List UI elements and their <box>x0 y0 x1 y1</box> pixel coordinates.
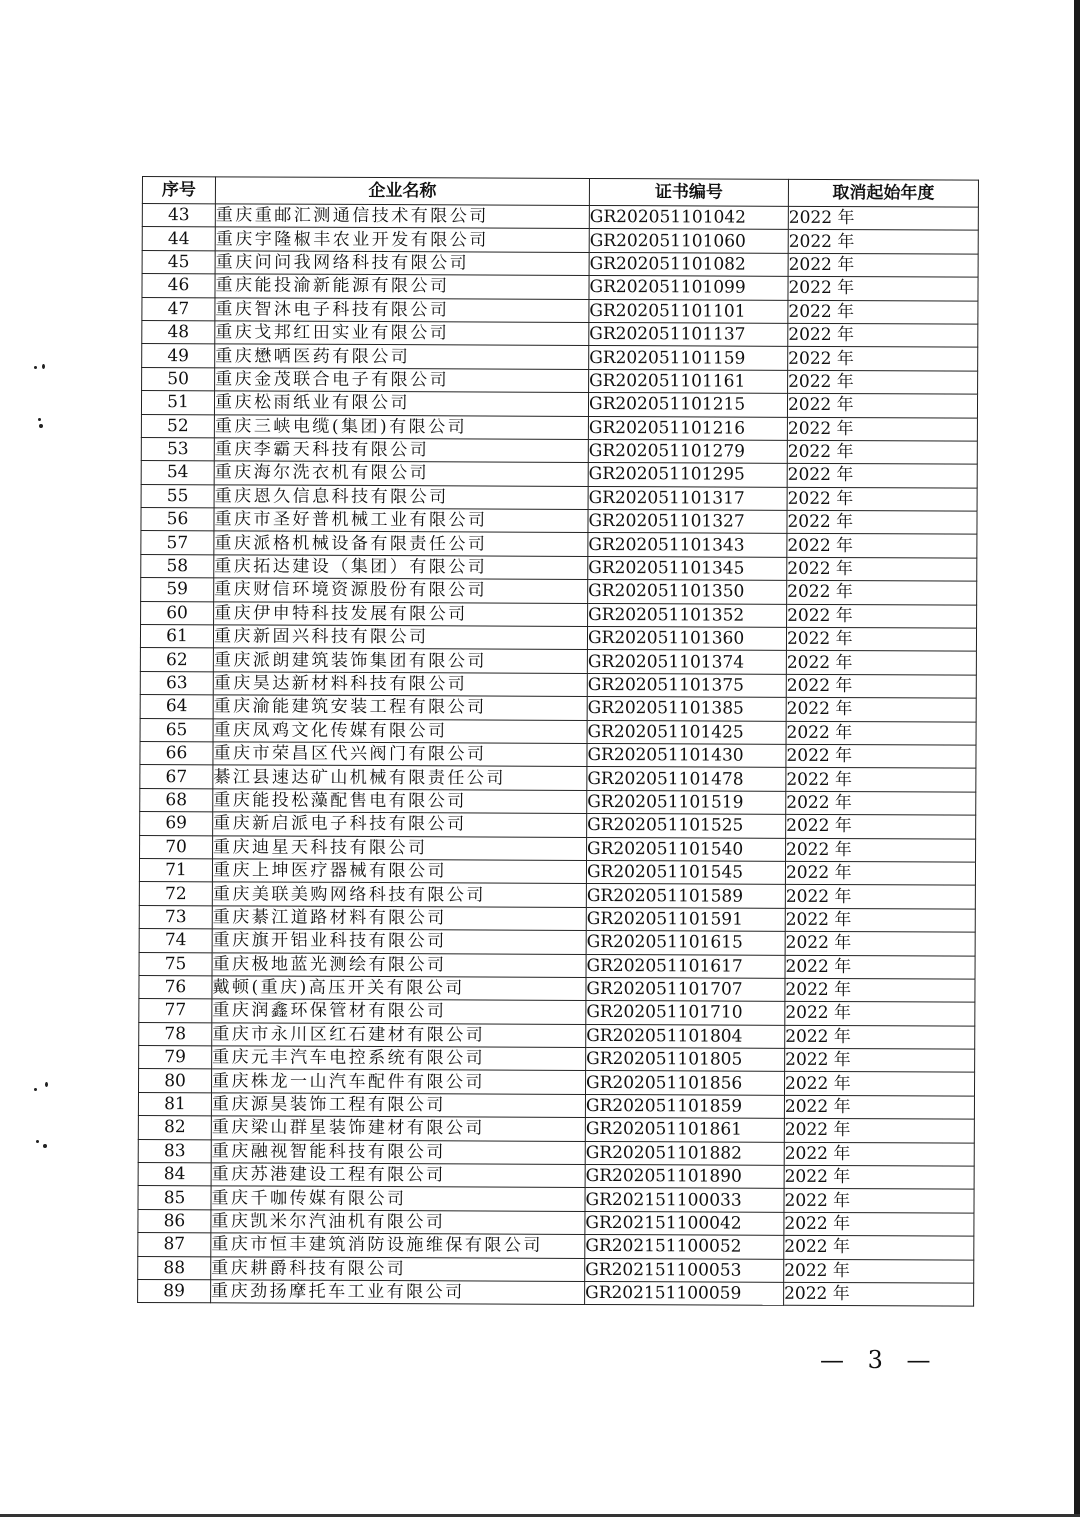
binding-hole-mark <box>30 1080 50 1094</box>
serial-number-cell: 75 <box>139 952 212 976</box>
serial-number-cell: 83 <box>138 1139 211 1163</box>
table-row <box>141 601 977 628</box>
company-name-cell: 重庆劲扬摩托车工业有限公司 <box>211 1280 585 1305</box>
company-name-cell: 重庆上坤医疗器械有限公司 <box>212 859 586 884</box>
table-row <box>142 204 978 231</box>
serial-number-cell: 45 <box>142 250 215 274</box>
company-name-cell: 重庆市永川区红石建材有限公司 <box>212 1022 586 1047</box>
certificate-number-cell: GR202051101350 <box>588 580 787 604</box>
serial-number-cell: 51 <box>141 391 214 415</box>
certificate-number-cell: GR202051101591 <box>586 907 785 931</box>
serial-number-cell: 85 <box>138 1186 211 1210</box>
company-name-cell: 重庆派朗建筑装饰集团有限公司 <box>213 648 587 673</box>
table-row <box>141 578 977 605</box>
cancel-year-cell: 2022 年 <box>787 510 977 534</box>
table-row <box>142 274 978 301</box>
binding-hole-mark <box>30 416 50 430</box>
company-name-cell: 重庆懋哂医药有限公司 <box>215 344 589 369</box>
certificate-number-cell: GR202051101215 <box>588 393 787 417</box>
certificate-number-cell: GR202051101805 <box>586 1048 785 1072</box>
table-row <box>139 999 975 1026</box>
table-row <box>138 1279 974 1306</box>
company-name-cell: 重庆能投渝新能源有限公司 <box>215 274 589 299</box>
serial-number-cell: 82 <box>138 1116 211 1140</box>
serial-number-cell: 56 <box>141 508 214 532</box>
company-name-cell: 重庆海尔洗衣机有限公司 <box>214 461 588 486</box>
company-name-cell: 重庆金茂联合电子有限公司 <box>215 368 589 393</box>
table-row <box>138 1256 974 1283</box>
cancel-year-cell: 2022 年 <box>785 861 975 885</box>
serial-number-cell: 76 <box>139 975 212 999</box>
company-name-cell: 重庆松雨纸业有限公司 <box>214 391 588 416</box>
cancel-year-cell: 2022 年 <box>784 1189 974 1213</box>
serial-number-cell: 62 <box>140 648 213 672</box>
page-number: — 3 — <box>820 1346 939 1374</box>
company-name-cell: 重庆株龙一山汽车配件有限公司 <box>212 1069 586 1094</box>
cancel-year-cell: 2022 年 <box>786 698 976 722</box>
serial-number-cell: 70 <box>140 835 213 859</box>
company-name-cell: 重庆问问我网络科技有限公司 <box>215 251 589 276</box>
company-name-cell: 重庆智沐电子科技有限公司 <box>215 297 589 322</box>
table-row <box>142 227 978 254</box>
table-row <box>139 1069 975 1096</box>
serial-number-cell: 73 <box>139 905 212 929</box>
serial-number-cell: 69 <box>140 812 213 836</box>
certificate-number-cell: GR202051101137 <box>589 322 788 346</box>
serial-number-cell: 78 <box>139 1022 212 1046</box>
cancel-year-cell: 2022 年 <box>786 627 976 651</box>
certificate-number-cell: GR202151100053 <box>585 1258 784 1282</box>
serial-number-cell: 67 <box>140 765 213 789</box>
certificate-number-cell: GR202051101861 <box>585 1118 784 1142</box>
table-row <box>140 695 976 722</box>
certificate-number-cell: GR202051101430 <box>587 743 786 767</box>
table-row <box>141 484 977 511</box>
company-name-cell: 重庆戈邦红田实业有限公司 <box>215 321 589 346</box>
cancel-year-cell: 2022 年 <box>788 230 978 254</box>
table-row <box>142 297 978 324</box>
table-row <box>141 414 977 441</box>
certificate-number-cell: GR202051101343 <box>588 533 787 557</box>
company-name-cell: 重庆财信环境资源股份有限公司 <box>214 578 588 603</box>
certificate-number-cell: GR202051101060 <box>589 229 788 253</box>
serial-number-cell: 74 <box>139 929 212 953</box>
binding-hole-mark <box>30 362 50 376</box>
table-row <box>139 975 975 1002</box>
cancel-year-cell: 2022 年 <box>788 323 978 347</box>
table-row <box>141 461 977 488</box>
company-name-cell: 重庆拓达建设（集团）有限公司 <box>214 555 588 580</box>
certificate-number-cell: GR202051101327 <box>588 510 787 534</box>
table-row <box>142 320 978 347</box>
cancel-year-cell: 2022 年 <box>786 814 976 838</box>
table-row <box>140 718 976 745</box>
table-row <box>141 531 977 558</box>
certificate-number-cell: GR202051101099 <box>589 276 788 300</box>
company-name-cell: 重庆极地蓝光测绘有限公司 <box>212 952 586 977</box>
cancel-year-cell: 2022 年 <box>785 1025 975 1049</box>
company-name-cell: 重庆李霸天科技有限公司 <box>214 438 588 463</box>
serial-number-cell: 88 <box>138 1256 211 1280</box>
certificate-number-cell: GR202051101478 <box>587 767 786 791</box>
certificate-number-cell: GR202051101317 <box>588 486 787 510</box>
certificate-number-cell: GR202051101525 <box>587 814 786 838</box>
company-name-cell: 重庆凤鸡文化传媒有限公司 <box>213 718 587 743</box>
cancel-year-cell: 2022 年 <box>785 955 975 979</box>
cancel-year-cell: 2022 年 <box>784 1282 974 1306</box>
header-company-name: 企业名称 <box>215 177 589 206</box>
cancel-year-cell: 2022 年 <box>787 534 977 558</box>
serial-number-cell: 72 <box>139 882 212 906</box>
cancel-year-cell: 2022 年 <box>784 1142 974 1166</box>
certificate-number-cell: GR202051101707 <box>586 977 785 1001</box>
serial-number-cell: 89 <box>138 1279 211 1303</box>
certificate-number-cell: GR202051101101 <box>589 299 788 323</box>
company-name-cell: 重庆耕爵科技有限公司 <box>211 1256 585 1281</box>
certificate-number-cell: GR202051101345 <box>588 556 787 580</box>
certificate-number-cell: GR202051101856 <box>585 1071 784 1095</box>
company-name-cell: 重庆梁山群星装饰建材有限公司 <box>211 1116 585 1141</box>
certificate-number-cell: GR202051101374 <box>587 650 786 674</box>
company-list-table <box>137 176 979 1307</box>
table-row <box>142 250 978 277</box>
cancel-year-cell: 2022 年 <box>787 440 977 464</box>
serial-number-cell: 43 <box>142 204 215 228</box>
company-name-cell: 綦江县速达矿山机械有限责任公司 <box>213 765 587 790</box>
cancel-year-cell: 2022 年 <box>787 557 977 581</box>
certificate-number-cell: GR202051101216 <box>588 416 787 440</box>
company-name-cell: 重庆三峡电缆(集团)有限公司 <box>214 414 588 439</box>
cancel-year-cell: 2022 年 <box>786 838 976 862</box>
cancel-year-cell: 2022 年 <box>785 1002 975 1026</box>
serial-number-cell: 60 <box>141 601 214 625</box>
cancel-year-cell: 2022 年 <box>784 1212 974 1236</box>
company-name-cell: 重庆派格机械设备有限责任公司 <box>214 531 588 556</box>
company-name-cell: 重庆宇隆椒丰农业开发有限公司 <box>215 227 589 252</box>
cancel-year-cell: 2022 年 <box>787 604 977 628</box>
serial-number-cell: 66 <box>140 741 213 765</box>
certificate-number-cell: GR202051101519 <box>587 790 786 814</box>
company-name-cell: 重庆渝能建筑安装工程有限公司 <box>213 695 587 720</box>
serial-number-cell: 59 <box>141 578 214 602</box>
serial-number-cell: 63 <box>140 671 213 695</box>
cancel-year-cell: 2022 年 <box>784 1119 974 1143</box>
cancel-year-cell: 2022 年 <box>785 1048 975 1072</box>
certificate-number-cell: GR202051101385 <box>587 697 786 721</box>
company-name-cell: 重庆迪星天科技有限公司 <box>213 835 587 860</box>
certificate-number-cell: GR202151100052 <box>585 1235 784 1259</box>
cancel-year-cell: 2022 年 <box>786 721 976 745</box>
table-row <box>140 812 976 839</box>
table-row <box>138 1186 974 1213</box>
serial-number-cell: 52 <box>141 414 214 438</box>
header-cancel-start-year: 取消起始年度 <box>788 179 978 207</box>
certificate-number-cell: GR202051101352 <box>588 603 787 627</box>
cancel-year-cell: 2022 年 <box>784 1072 974 1096</box>
serial-number-cell: 64 <box>140 695 213 719</box>
company-name-cell: 重庆市荣昌区代兴阀门有限公司 <box>213 742 587 767</box>
table-row <box>140 741 976 768</box>
table-row <box>140 648 976 675</box>
company-name-cell: 重庆千咖传媒有限公司 <box>211 1186 585 1211</box>
certificate-number-cell: GR202051101082 <box>589 252 788 276</box>
serial-number-cell: 80 <box>139 1069 212 1093</box>
table-row <box>140 835 976 862</box>
cancel-year-cell: 2022 年 <box>787 417 977 441</box>
company-name-cell: 重庆市恒丰建筑消防设施维保有限公司 <box>211 1233 585 1258</box>
cancel-year-cell: 2022 年 <box>787 581 977 605</box>
serial-number-cell: 47 <box>142 297 215 321</box>
cancel-year-cell: 2022 年 <box>787 393 977 417</box>
serial-number-cell: 65 <box>140 718 213 742</box>
certificate-number-cell: GR202051101161 <box>589 369 788 393</box>
cancel-year-cell: 2022 年 <box>788 347 978 371</box>
cancel-year-cell: 2022 年 <box>786 744 976 768</box>
table-row <box>142 344 978 371</box>
certificate-number-cell: GR202051101159 <box>589 346 788 370</box>
scan-edge-right <box>1074 0 1080 1517</box>
cancel-year-cell: 2022 年 <box>786 651 976 675</box>
table-row <box>141 391 977 418</box>
certificate-number-cell: GR202051101589 <box>586 884 785 908</box>
cancel-year-cell: 2022 年 <box>788 300 978 324</box>
certificate-number-cell: GR202051101615 <box>586 931 785 955</box>
cancel-year-cell: 2022 年 <box>784 1095 974 1119</box>
serial-number-cell: 79 <box>139 1046 212 1070</box>
serial-number-cell: 77 <box>139 999 212 1023</box>
table-row <box>139 905 975 932</box>
company-name-cell: 重庆昊达新材料科技有限公司 <box>213 672 587 697</box>
cancel-year-cell: 2022 年 <box>788 253 978 277</box>
company-name-cell: 重庆凯米尔汽油机有限公司 <box>211 1210 585 1235</box>
company-name-cell: 重庆伊申特科技发展有限公司 <box>214 601 588 626</box>
serial-number-cell: 68 <box>140 788 213 812</box>
table-row <box>140 671 976 698</box>
company-name-cell: 重庆润鑫环保管材有限公司 <box>212 999 586 1024</box>
serial-number-cell: 57 <box>141 531 214 555</box>
table-row <box>141 437 977 464</box>
binding-hole-mark <box>30 1138 50 1152</box>
table-row <box>139 858 975 885</box>
cancel-year-cell: 2022 年 <box>788 206 978 230</box>
cancel-year-cell: 2022 年 <box>784 1235 974 1259</box>
serial-number-cell: 61 <box>140 625 213 649</box>
cancel-year-cell: 2022 年 <box>788 370 978 394</box>
certificate-number-cell: GR202051101890 <box>585 1164 784 1188</box>
table-row <box>141 508 977 535</box>
table-header-row <box>142 177 978 208</box>
cancel-year-cell: 2022 年 <box>786 768 976 792</box>
certificate-number-cell: GR202151100033 <box>585 1188 784 1212</box>
serial-number-cell: 54 <box>141 461 214 485</box>
certificate-number-cell: GR202051101042 <box>589 205 788 229</box>
company-name-cell: 重庆美联美购网络科技有限公司 <box>212 882 586 907</box>
cancel-year-cell: 2022 年 <box>785 908 975 932</box>
cancel-year-cell: 2022 年 <box>786 674 976 698</box>
cancel-year-cell: 2022 年 <box>784 1259 974 1283</box>
company-name-cell: 戴顿(重庆)高压开关有限公司 <box>212 976 586 1001</box>
header-certificate-number: 证书编号 <box>589 178 788 206</box>
company-name-cell: 重庆重邮汇测通信技术有限公司 <box>215 204 589 229</box>
table-row <box>138 1209 974 1236</box>
serial-number-cell: 55 <box>141 484 214 508</box>
serial-number-cell: 58 <box>141 554 214 578</box>
certificate-number-cell: GR202051101545 <box>586 860 785 884</box>
company-name-cell: 重庆苏港建设工程有限公司 <box>211 1163 585 1188</box>
table-row <box>139 929 975 956</box>
certificate-number-cell: GR202051101360 <box>587 626 786 650</box>
table-row <box>139 952 975 979</box>
company-name-cell: 重庆源昊装饰工程有限公司 <box>211 1093 585 1118</box>
header-serial-number: 序号 <box>142 177 215 204</box>
certificate-number-cell: GR202051101617 <box>586 954 785 978</box>
certificate-number-cell: GR202051101279 <box>588 439 787 463</box>
certificate-number-cell: GR202051101295 <box>588 463 787 487</box>
table-row <box>138 1139 974 1166</box>
certificate-number-cell: GR202051101710 <box>586 1001 785 1025</box>
certificate-number-cell: GR202051101540 <box>587 837 786 861</box>
certificate-number-cell: GR202051101375 <box>587 673 786 697</box>
company-name-cell: 重庆市圣好普机械工业有限公司 <box>214 508 588 533</box>
table-row <box>142 367 978 394</box>
cancel-year-cell: 2022 年 <box>788 276 978 300</box>
certificate-number-cell: GR202151100042 <box>585 1211 784 1235</box>
serial-number-cell: 81 <box>138 1092 211 1116</box>
cancel-year-cell: 2022 年 <box>787 487 977 511</box>
table-row <box>138 1163 974 1190</box>
table-row <box>139 1046 975 1073</box>
table-row <box>140 765 976 792</box>
company-name-cell: 重庆恩久信息科技有限公司 <box>214 485 588 510</box>
company-name-cell: 重庆旗开铝业科技有限公司 <box>212 929 586 954</box>
cancel-year-cell: 2022 年 <box>785 885 975 909</box>
certificate-number-cell: GR202051101882 <box>585 1141 784 1165</box>
table-row <box>141 554 977 581</box>
company-name-cell: 重庆新启派电子科技有限公司 <box>213 812 587 837</box>
certificate-number-cell: GR202151100059 <box>585 1281 784 1305</box>
company-name-cell: 重庆新固兴科技有限公司 <box>213 625 587 650</box>
cancel-year-cell: 2022 年 <box>785 931 975 955</box>
certificate-number-cell: GR202051101425 <box>587 720 786 744</box>
company-name-cell: 重庆能投松藻配售电有限公司 <box>213 789 587 814</box>
serial-number-cell: 84 <box>138 1163 211 1187</box>
certificate-number-cell: GR202051101804 <box>586 1024 785 1048</box>
table-row <box>139 1022 975 1049</box>
serial-number-cell: 53 <box>141 437 214 461</box>
cancel-year-cell: 2022 年 <box>785 978 975 1002</box>
cancel-year-cell: 2022 年 <box>786 791 976 815</box>
serial-number-cell: 71 <box>139 858 212 882</box>
table-row <box>138 1233 974 1260</box>
serial-number-cell: 48 <box>142 320 215 344</box>
serial-number-cell: 86 <box>138 1209 211 1233</box>
serial-number-cell: 49 <box>142 344 215 368</box>
serial-number-cell: 87 <box>138 1233 211 1257</box>
table-row <box>140 788 976 815</box>
certificate-number-cell: GR202051101859 <box>585 1094 784 1118</box>
cancel-year-cell: 2022 年 <box>787 464 977 488</box>
table-row <box>138 1116 974 1143</box>
table-row <box>139 882 975 909</box>
serial-number-cell: 46 <box>142 274 215 298</box>
serial-number-cell: 44 <box>142 227 215 251</box>
table-row <box>138 1092 974 1119</box>
cancel-year-cell: 2022 年 <box>784 1165 974 1189</box>
table-row <box>140 625 976 652</box>
company-name-cell: 重庆綦江道路材料有限公司 <box>212 906 586 931</box>
company-name-cell: 重庆元丰汽车电控系统有限公司 <box>212 1046 586 1071</box>
company-name-cell: 重庆融视智能科技有限公司 <box>211 1139 585 1164</box>
serial-number-cell: 50 <box>142 367 215 391</box>
